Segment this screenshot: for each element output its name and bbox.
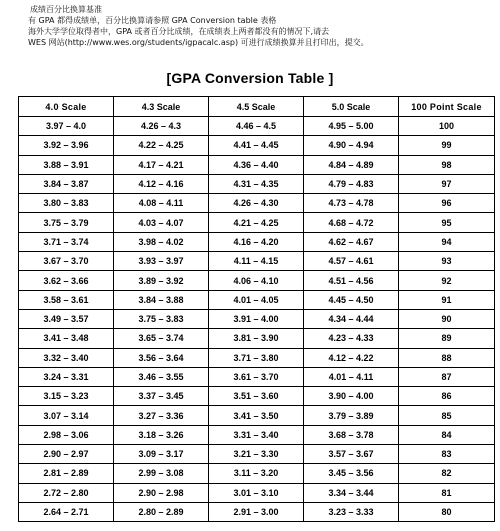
table-cell: 3.92 – 3.96: [19, 136, 114, 155]
table-cell: 3.58 – 3.61: [19, 290, 114, 309]
table-cell: 88: [399, 348, 495, 367]
table-cell: 4.23 – 4.33: [304, 329, 399, 348]
table-cell: 3.79 – 3.89: [304, 406, 399, 425]
table-cell: 85: [399, 406, 495, 425]
table-cell: 4.95 – 5.00: [304, 117, 399, 136]
table-cell: 98: [399, 155, 495, 174]
table-cell: 3.75 – 3.83: [114, 309, 209, 328]
column-header-4-3-scale: 4.3 Scale: [114, 97, 209, 117]
table-cell: 3.51 – 3.60: [209, 387, 304, 406]
table-cell: 3.18 – 3.26: [114, 425, 209, 444]
table-cell: 3.67 – 3.70: [19, 252, 114, 271]
table-cell: 3.31 – 3.40: [209, 425, 304, 444]
table-cell: 3.11 – 3.20: [209, 464, 304, 483]
table-cell: 3.81 – 3.90: [209, 329, 304, 348]
table-cell: 4.68 – 4.72: [304, 213, 399, 232]
table-row: [19, 425, 495, 444]
table-cell: 4.03 – 4.07: [114, 213, 209, 232]
table-cell: 83: [399, 445, 495, 464]
table-cell: 89: [399, 329, 495, 348]
table-cell: 97: [399, 174, 495, 193]
table-cell: 4.12 – 4.22: [304, 348, 399, 367]
table-row: [19, 406, 495, 425]
table-row: [19, 174, 495, 193]
table-cell: 2.98 – 3.06: [19, 425, 114, 444]
table-cell: 4.41 – 4.45: [209, 136, 304, 155]
intro-line: 海外大学学位取得者中，GPA 或者百分比成绩，在成绩表上两者都没有的情况下,请去: [28, 27, 330, 36]
table-cell: 4.17 – 4.21: [114, 155, 209, 174]
table-row: [19, 309, 495, 328]
table-cell: 91: [399, 290, 495, 309]
table-cell: 92: [399, 271, 495, 290]
table-cell: 3.07 – 3.14: [19, 406, 114, 425]
table-cell: 4.12 – 4.16: [114, 174, 209, 193]
table-cell: 82: [399, 464, 495, 483]
table-cell: 4.06 – 4.10: [209, 271, 304, 290]
table-cell: 86: [399, 387, 495, 406]
table-cell: 3.45 – 3.56: [304, 464, 399, 483]
table-cell: 3.37 – 3.45: [114, 387, 209, 406]
table-cell: 95: [399, 213, 495, 232]
table-cell: 3.80 – 3.83: [19, 194, 114, 213]
table-cell: 99: [399, 136, 495, 155]
table-title: [GPA Conversion Table ]: [166, 70, 334, 86]
table-cell: 3.46 – 3.55: [114, 367, 209, 386]
table-row: [19, 502, 495, 521]
table-cell: 80: [399, 502, 495, 521]
table-cell: 4.22 – 4.25: [114, 136, 209, 155]
table-cell: 3.89 – 3.92: [114, 271, 209, 290]
table-cell: 3.71 – 3.80: [209, 348, 304, 367]
table-cell: 3.15 – 3.23: [19, 387, 114, 406]
table-row: [19, 348, 495, 367]
table-cell: 4.90 – 4.94: [304, 136, 399, 155]
table-cell: 3.88 – 3.91: [19, 155, 114, 174]
table-body: [19, 117, 495, 522]
table-cell: 4.11 – 4.15: [209, 252, 304, 271]
table-cell: 4.36 – 4.40: [209, 155, 304, 174]
intro-line: WES 网站(http://www.wes.org/students/igpacalc.asp) 可进行成绩换算并且打印出，提交。: [28, 38, 369, 47]
column-header-4-5-scale: 4.5 Scale: [209, 97, 304, 117]
table-cell: 4.26 – 4.3: [114, 117, 209, 136]
table-cell: 90: [399, 309, 495, 328]
table-cell: 94: [399, 232, 495, 251]
table-cell: 3.49 – 3.57: [19, 309, 114, 328]
table-row: [19, 252, 495, 271]
table-cell: 2.81 – 2.89: [19, 464, 114, 483]
table-cell: 4.16 – 4.20: [209, 232, 304, 251]
table-cell: 3.09 – 3.17: [114, 445, 209, 464]
table-row: [19, 194, 495, 213]
table-cell: 3.27 – 3.36: [114, 406, 209, 425]
table-row: [19, 117, 495, 136]
table-cell: 3.41 – 3.50: [209, 406, 304, 425]
table-cell: 2.91 – 3.00: [209, 502, 304, 521]
table-cell: 4.45 – 4.50: [304, 290, 399, 309]
table-cell: 100: [399, 117, 495, 136]
table-cell: 3.84 – 3.88: [114, 290, 209, 309]
table-row: [19, 290, 495, 309]
table-cell: 3.90 – 4.00: [304, 387, 399, 406]
table-cell: 3.41 – 3.48: [19, 329, 114, 348]
column-header-4-0-scale: 4.0 Scale: [19, 97, 114, 117]
table-cell: 3.23 – 3.33: [304, 502, 399, 521]
table-row: [19, 155, 495, 174]
table-cell: 3.21 – 3.30: [209, 445, 304, 464]
table-cell: 3.56 – 3.64: [114, 348, 209, 367]
table-cell: 3.75 – 3.79: [19, 213, 114, 232]
table-cell: 4.08 – 4.11: [114, 194, 209, 213]
table-cell: 3.34 – 3.44: [304, 483, 399, 502]
table-cell: 81: [399, 483, 495, 502]
intro-line: 有 GPA 都得成绩单，百分比换算请参照 GPA Conversion table 表格: [28, 16, 277, 25]
table-row: [19, 213, 495, 232]
table-header-row: [19, 97, 495, 117]
table-cell: 2.90 – 2.98: [114, 483, 209, 502]
table-cell: 4.73 – 4.78: [304, 194, 399, 213]
table-cell: 4.46 – 4.5: [209, 117, 304, 136]
table-cell: 4.62 – 4.67: [304, 232, 399, 251]
table-cell: 3.61 – 3.70: [209, 367, 304, 386]
table-row: [19, 232, 495, 251]
table-cell: 3.62 – 3.66: [19, 271, 114, 290]
table-row: [19, 136, 495, 155]
table-cell: 4.34 – 4.44: [304, 309, 399, 328]
table-cell: 3.97 – 4.0: [19, 117, 114, 136]
table-row: [19, 271, 495, 290]
table-cell: 4.51 – 4.56: [304, 271, 399, 290]
gpa-conversion-table: [18, 96, 495, 522]
table-cell: 3.32 – 3.40: [19, 348, 114, 367]
table-cell: 87: [399, 367, 495, 386]
table-row: [19, 329, 495, 348]
table-cell: 3.98 – 4.02: [114, 232, 209, 251]
table-cell: 96: [399, 194, 495, 213]
table-row: [19, 387, 495, 406]
table-cell: 4.01 – 4.11: [304, 367, 399, 386]
table-cell: 4.79 – 4.83: [304, 174, 399, 193]
table-cell: 4.31 – 4.35: [209, 174, 304, 193]
table-cell: 2.80 – 2.89: [114, 502, 209, 521]
table-cell: 2.64 – 2.71: [19, 502, 114, 521]
table-row: [19, 464, 495, 483]
table-cell: 4.01 – 4.05: [209, 290, 304, 309]
table-cell: 3.93 – 3.97: [114, 252, 209, 271]
table-cell: 3.71 – 3.74: [19, 232, 114, 251]
table-row: [19, 483, 495, 502]
intro-line: 成绩百分比换算基准: [30, 5, 102, 14]
table-cell: 93: [399, 252, 495, 271]
table-cell: 3.68 – 3.78: [304, 425, 399, 444]
table-cell: 4.57 – 4.61: [304, 252, 399, 271]
table-cell: 3.91 – 4.00: [209, 309, 304, 328]
table-cell: 3.65 – 3.74: [114, 329, 209, 348]
table-cell: 2.99 – 3.08: [114, 464, 209, 483]
table-row: [19, 445, 495, 464]
table-cell: 3.24 – 3.31: [19, 367, 114, 386]
table-cell: 4.26 – 4.30: [209, 194, 304, 213]
column-header-100-point-scale: 100 Point Scale: [399, 97, 495, 117]
table-cell: 3.01 – 3.10: [209, 483, 304, 502]
table-cell: 4.84 – 4.89: [304, 155, 399, 174]
table-cell: 3.84 – 3.87: [19, 174, 114, 193]
intro-text: [28, 4, 498, 48]
table-cell: 84: [399, 425, 495, 444]
table-row: [19, 367, 495, 386]
column-header-5-0-scale: 5.0 Scale: [304, 97, 399, 117]
table-cell: 4.21 – 4.25: [209, 213, 304, 232]
table-cell: 3.57 – 3.67: [304, 445, 399, 464]
table-cell: 2.72 – 2.80: [19, 483, 114, 502]
table-cell: 2.90 – 2.97: [19, 445, 114, 464]
